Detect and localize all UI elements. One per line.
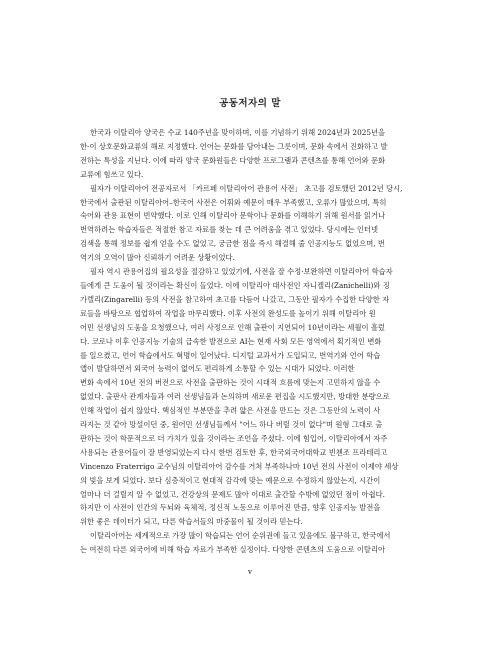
- text-line: 를 일으켰고, 언어 학습에서도 혁명이 일어났다. 디지털 교과서가 도입되고, 번역기와 언어 학습: [80, 350, 381, 360]
- text-line: 필자 역시 관용어집의 필요성을 절감하고 있었기에, 사전을 잘 수정·보완하면 이탈리아어 학습자: [90, 267, 393, 277]
- page-number: v: [248, 568, 252, 576]
- text-line: 전하는 특성을 지닌다. 이에 따라 양국 문화원들은 다양한 프로그램과 콘텐츠를 통해 언어와 문화: [80, 155, 386, 165]
- paragraph: [80, 182, 420, 265]
- text-line: 하지만 이 사전이 인간의 두뇌와 육체적, 정신적 노동으로 이루어진 만큼, 향후 인공지능 발전을: [80, 503, 381, 513]
- text-line: 한-이 상호문화교류의 해로 지정했다. 언어는 문화를 담아내는 그릇이며, 문화 속에서 진화하고 발: [80, 141, 388, 151]
- paragraph: [80, 265, 420, 529]
- text-line: 가렐리(Zingarelli) 등의 사전을 참고하여 초고를 다듬어 나갔고, 그동안 필자가 수집한 다양한 자: [80, 294, 390, 304]
- text-line: 판하는 것이 학문적으로 더 가치가 있을 것이라는 조언을 주셨다. 이에 힘입어, 이탈리아에서 자주: [80, 433, 388, 443]
- text-line: 필자가 이탈리아어 전공자로서 「카르페 이탈리아어 관용어 사전」 초고를 검토했던 2012년 당시,: [90, 183, 403, 193]
- text-line: 변화 속에서 10년 전의 버전으로 사전을 출판하는 것이 시대적 흐름에 맞는지 고민하지 않을 수: [80, 378, 381, 388]
- body-text: [80, 126, 420, 557]
- text-line: 없었다. 출판사 관계자들과 여러 선생님들과 논의하며 새로운 편집을 시도했지만, 방대한 분량으로: [80, 392, 390, 402]
- text-line: 검색을 통해 정보를 쉽게 얻을 수도 없었고, 궁금한 점을 즉시 해결해 줄 인공지능도 없었으며, 번: [80, 239, 385, 249]
- text-line: 는 여전히 다른 외국어에 비해 학습 자료가 부족한 실정이다. 다양한 콘텐츠의 도움으로 이탈리아: [80, 545, 386, 555]
- text-line: 교류에 힘쓰고 있다.: [80, 169, 144, 179]
- text-line: 다. 코로나 이후 인공지능 기술의 급속한 발전으로 AI는 현재 사회 모든 영역에서 획기적인 변화: [80, 336, 382, 346]
- text-line: 사용되는 관용어들이 잘 반영되었는지 다시 한번 검토한 후, 한국외국어대학교 빈첸조 프라테리고: [80, 447, 388, 457]
- text-line: 얼마나 더 걸릴지 알 수 없었고, 건강상의 문제도 많아 이대로 출간할 수밖에 없었던 점이 아쉽다.: [80, 489, 385, 499]
- text-line: 한국과 이탈리아 양국은 수교 140주년을 맞이하며, 이를 기념하기 위해 2024년과 2025년을: [90, 128, 386, 137]
- text-line: 한국에서 출판된 이탈리아어–한국어 사전은 어휘와 예문이 매우 부족했고, 오류가 많았으며, 특히: [80, 197, 387, 207]
- text-line: 이탈리아어는 세계적으로 가장 많이 학습되는 언어 순위권에 들고 있음에도 불구하고, 한국에서: [90, 531, 391, 541]
- paragraph: [80, 126, 420, 182]
- text-line: 위한 좋은 데이터가 되고, 다른 학습서들의 마중물이 될 것이라 믿는다.: [80, 517, 303, 527]
- text-line: 들에게 큰 도움이 될 것이라는 확신이 들었다. 이에 이탈리아 대사전인 자니켈리(Zanichelli)와 징: [80, 280, 390, 290]
- text-line: 의 빛을 보게 되었다. 보다 심층적이고 현대적 감각에 맞는 예문으로 수정하지 않았는지, 시간이: [80, 475, 381, 485]
- paragraph: [80, 529, 420, 557]
- text-line: 어민 선생님의 도움을 요청했으나, 여러 사정으로 인해 출판이 지연되어 10년이라는 세월이 흘렀: [80, 322, 385, 332]
- text-line: 앱이 발달하면서 외국어 능력이 없어도 편리하게 소통할 수 있는 시대가 되었다. 이러한: [80, 364, 355, 374]
- page-title: 공동저자의 말: [219, 98, 281, 109]
- text-line: 숙어와 관용 표현이 빈약했다. 이로 인해 이탈리아 문학이나 문화를 이해하기 위해 원서를 읽거나: [80, 211, 386, 221]
- text-line: 료들을 바탕으로 협업하여 작업을 마무리했다. 이후 사전의 완성도를 높이기 위해 이탈리아 원: [80, 308, 376, 318]
- text-line: Vincenzo Fraterrigo 교수님의 이탈리아어 감수를 거쳐 부족하나마 10년 전의 사전이 이제야 세상: [80, 461, 399, 471]
- text-line: 역기의 오역이 많아 신뢰하기 어려운 상황이었다.: [80, 253, 235, 263]
- text-line: 번역하려는 학습자들은 적절한 참고 자료를 찾는 데 큰 어려움을 겪고 있었다. 당시에는 인터넷: [80, 225, 379, 235]
- text-line: 라지는 것 같아 망설이던 중, 원어민 선생님들께서 "어느 하나 버릴 것이 없다"며 원형 그대로 출: [80, 420, 383, 430]
- text-line: 인해 작업이 쉽지 않았다. 핵심적인 부분만을 추려 얇은 사전을 만드는 것은 그동안의 노력이 사: [80, 406, 381, 416]
